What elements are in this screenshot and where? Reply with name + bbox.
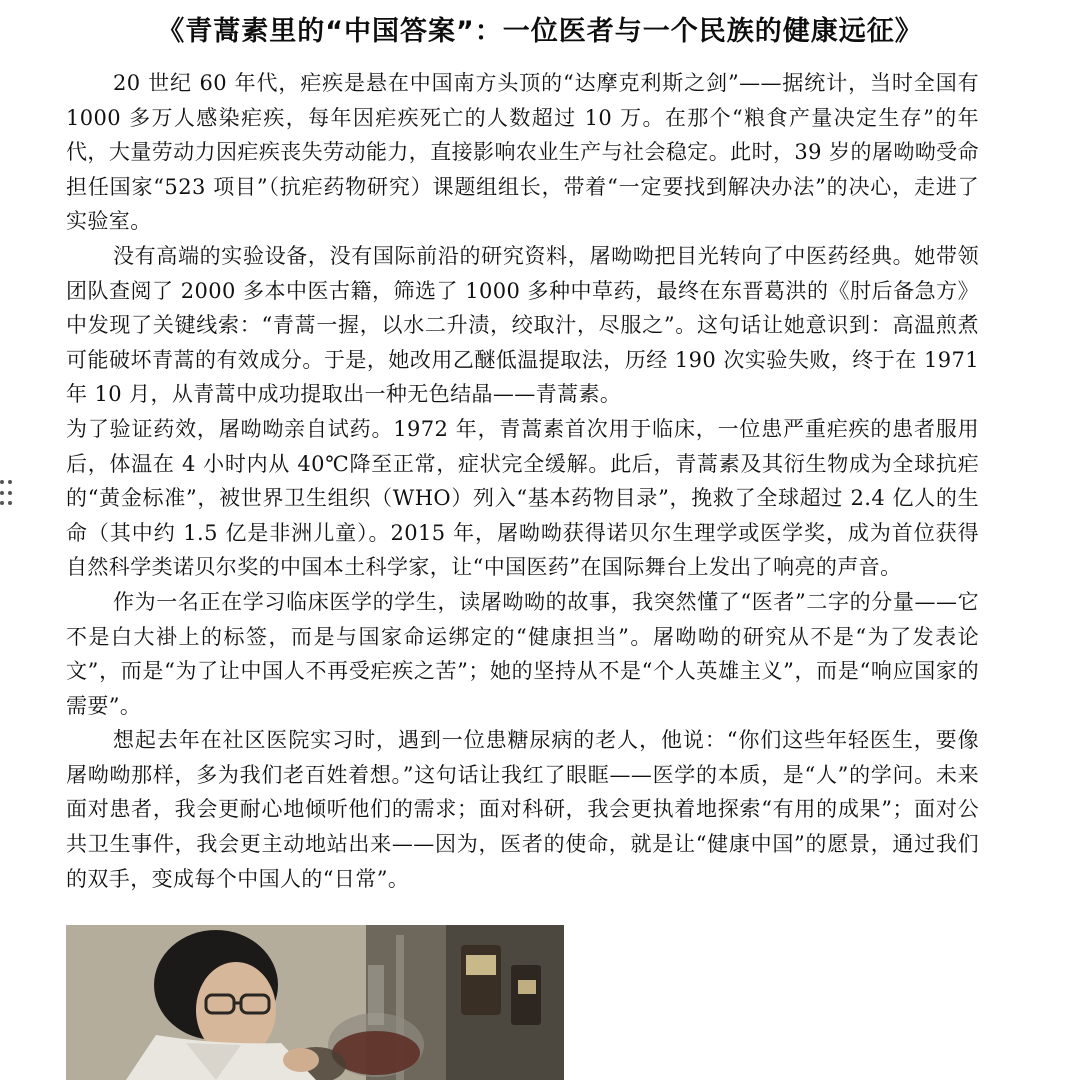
paragraph-3: 为了验证药效，屠呦呦亲自试药。1972 年，青蒿素首次用于临床，一位患严重疟疾的患者服用后，体温在 4 小时内从 40℃降至正常，症状完全缓解。此后，青蒿素及其衍生物成为全球抗疟的“黄金标准”，被世界卫生组织（WHO）列入“基本药物目录”，挽救了全球超过 2.4 亿人的生命（其中约 1.5 亿是非洲儿童）。2015 年，屠呦呦获得诺贝尔生理学或医学奖，成为首位获得自然科学类诺贝尔奖的中国本土科学家，让“中国医药”在国际舞台上发出了响亮的声音。 <box>66 416 979 580</box>
paragraph-5: 想起去年在社区医院实习时，遇到一位患糖尿病的老人，他说：“你们这些年轻医生，要像屠呦呦那样，多为我们老百姓着想。”这句话让我红了眼眶——医学的本质，是“人”的学问。未来面对患者，我会更耐心地倾听他们的需求；面对科研，我会更执着地探索“有用的成果”；面对公共卫生事件，我会更主动地站出来——因为，医者的使命，就是让“健康中国”的愿景，通过我们的双手，变成每个中国人的“日常”。 <box>66 728 979 891</box>
document-body <box>66 66 979 896</box>
paragraph-2: 没有高端的实验设备，没有国际前沿的研究资料，屠呦呦把目光转向了中医药经典。她带领团队查阅了 2000 多本中医古籍，筛选了 1000 多种中草药，最终在东晋葛洪的《肘后备急方》中发现了关键线索：“青蒿一握，以水二升渍，绞取汁，尽服之”。这句话让她意识到：高温煎煮可能破坏青蒿的有效成分。于是，她改用乙醚低温提取法，历经 190 次实验失败，终于在 1971 年 10 月，从青蒿中成功提取出一种无色结晶——青蒿素。 <box>66 243 979 407</box>
paragraph-1: 20 世纪 60 年代，疟疾是悬在中国南方头顶的“达摩克利斯之剑”——据统计，当时全国有 1000 多万人感染疟疾，每年因疟疾死亡的人数超过 10 万。在那个“粮食产量决定生存”的年代，大量劳动力因疟疾丧失劳动能力，直接影响农业生产与社会稳定。此时，39 岁的屠呦呦受命担任国家“523 项目”（抗疟药物研究）课题组组长，带着“一定要找到解决办法”的决心，走进了实验室。 <box>66 71 979 234</box>
paragraph-4: 作为一名正在学习临床医学的学生，读屠呦呦的故事，我突然懂了“医者”二字的分量——它不是白大褂上的标签，而是与国家命运绑定的“健康担当”。屠呦呦的研究从不是“为了发表论文”，而是“为了让中国人不再受疟疾之苦”；她的坚持从不是“个人英雄主义”，而是“响应国家的需要”。 <box>66 589 979 718</box>
researcher-lab-photo <box>66 925 564 1080</box>
drag-handle-icon[interactable] <box>0 480 14 508</box>
document-title: 《青蒿素里的“中国答案”：一位医者与一个民族的健康远征》 <box>157 16 923 47</box>
